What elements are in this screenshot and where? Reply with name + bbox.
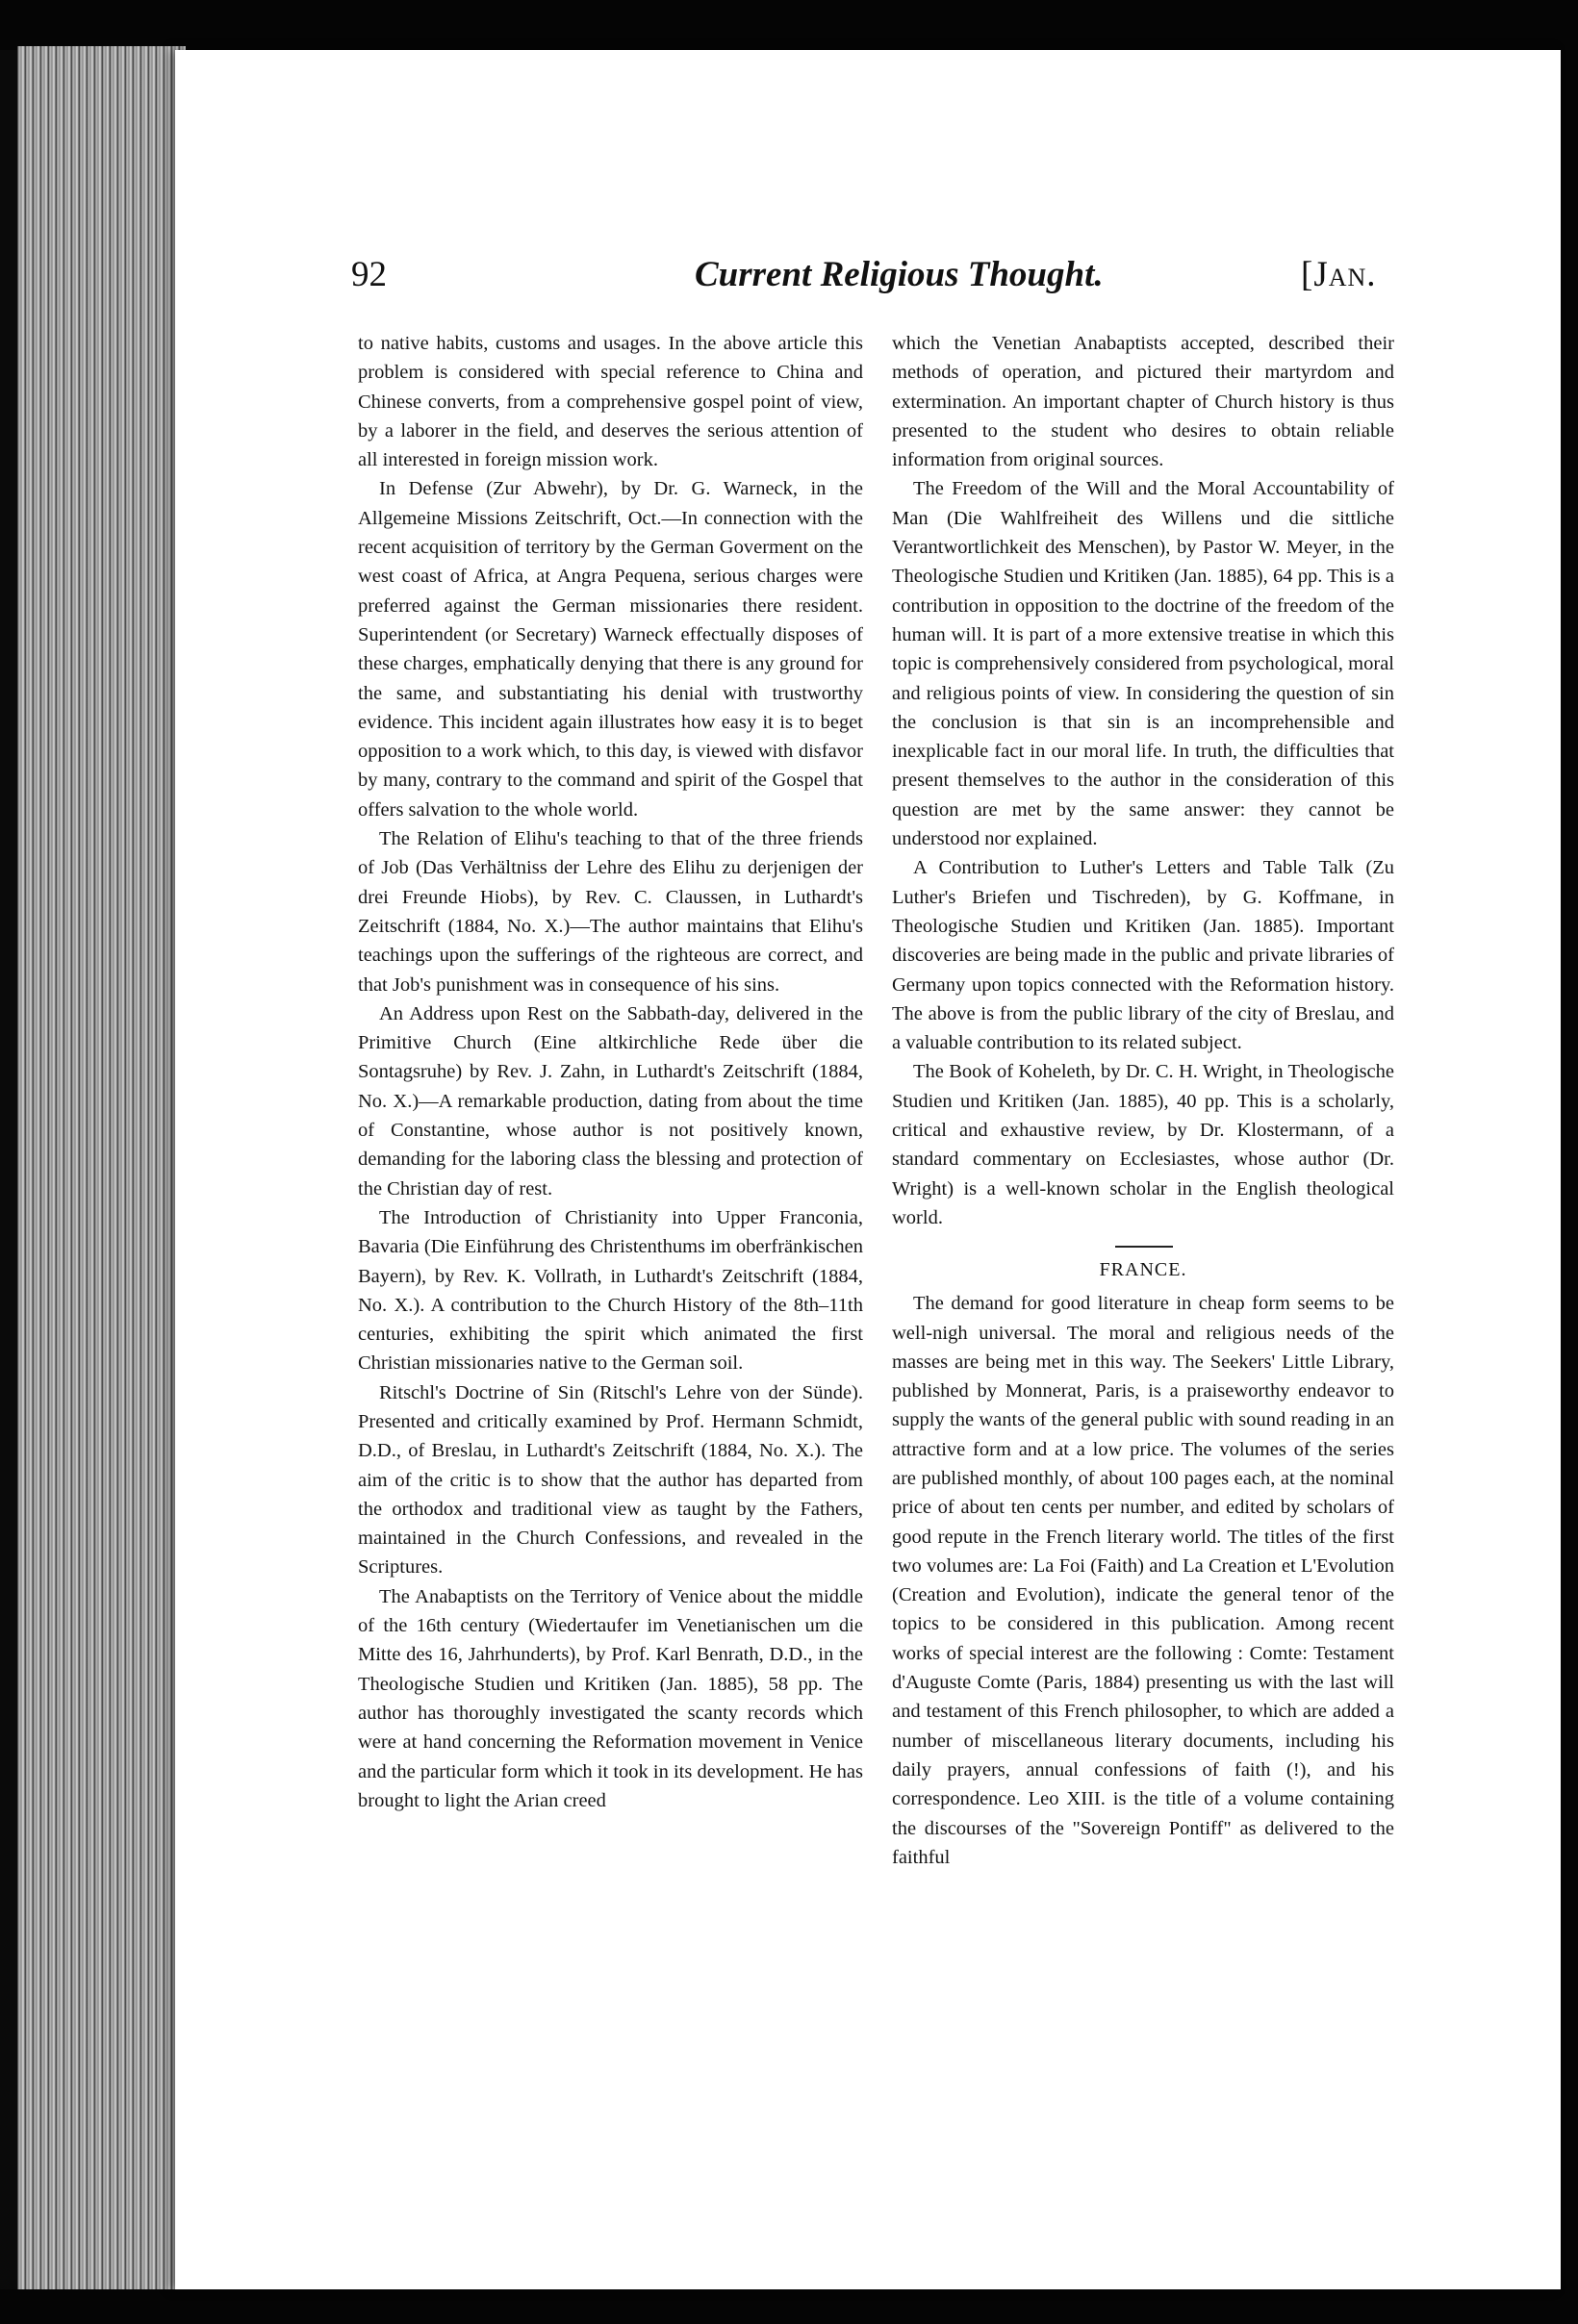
paragraph: Ritschl's Doctrine of Sin (Ritschl's Lehre von der Sünde). Presented and critically examined by Prof. Hermann Schmidt, D.D., of Breslau, in Luthardt's Zeitschrift (1884, No. X.). The aim of the critic is to show that the author has departed from the orthodox and traditional view as taught by the Fathers, maintained in the Church Confessions, and revealed in the Scriptures. <box>358 1381 863 1579</box>
book-page-edges <box>17 46 186 2289</box>
paragraph: The Book of Koheleth, by Dr. C. H. Wright, in Theologische Studien und Kritiken (Jan. 1885), 40 pp. This is a scholarly, critical and exhaustive review, by Dr. Klostermann, of a standard commentary on Ecclesiastes, whose author (Dr. Wright) is a well-known scholar in the English theological world. <box>892 1061 1394 1228</box>
running-title: Current Religious Thought. <box>695 255 1104 294</box>
right-column <box>892 329 1578 1872</box>
paragraph: which the Venetian Anabaptists accepted, described their methods of operation, and pictured their martyrdom and extermination. An important chapter of Church history is thus presented to the student who desires to obtain reliable information from original sources. <box>892 333 1394 471</box>
header-month: [Jan. <box>1301 255 1377 294</box>
paragraph: A Contribution to Luther's Letters and Table Talk (Zu Luther's Briefen und Tischreden), by G. Koffmane, in Theologische Studien und Kritiken (Jan. 1885). Important discoveries are being made in the public and private libraries of Germany upon topics connected with the Reformation history. The above is from the public library of the city of Breslau, and a valuable contribution to its related subject. <box>892 857 1394 1054</box>
paragraph: In Defense (Zur Abwehr), by Dr. G. Warneck, in the Allgemeine Missions Zeitschrift, Oct.—In connection with the recent acquisition of territory by the German Goverment on the west coast of Africa, at Angra Pequena, serious charges were preferred against the German missionaries there resident. Superintendent (or Secretary) Warneck effectually disposes of these charges, emphatically denying that there is any ground for the same, and substantiating his denial with trustworthy evidence. This incident again illustrates how easy it is to beget opposition to a work which, to this day, is viewed with disfavor by many, contrary to the command and spirit of the Gospel that offers salvation to the whole world. <box>358 478 863 821</box>
page-number: 92 <box>351 255 387 294</box>
book-page <box>175 50 1561 2289</box>
scan-bottom-border <box>0 2289 1578 2324</box>
paragraph: The Relation of Elihu's teaching to that of the three friends of Job (Das Verhältniss der Lehre des Elihu zu derjenigen der drei Freunde Hiobs), by Rev. C. Claussen, in Luthardt's Zeitschrift (1884, No. X.)—The author maintains that Elihu's teachings upon the sufferings of the righteous are correct, and that Job's punishment was in consequence of his sins. <box>358 828 863 996</box>
paragraph: The Anabaptists on the Territory of Venice about the middle of the 16th century (Wiedertaufer im Venetianischen um die Mitte des 16, Jahrhunderts), by Prof. Karl Benrath, D.D., in the Theologische Studien und Kritiken (Jan. 1885), 58 pp. The author has thoroughly investigated the scanty records which were at hand concerning the Reformation movement in Venice and the particular form which it took in its development. He has brought to light the Arian creed <box>358 1585 863 1811</box>
paragraph: An Address upon Rest on the Sabbath-day, delivered in the Primitive Church (Eine altkirchliche Rede über die Sontagsruhe) by Rev. J. Zahn, in Luthardt's Zeitschrift (1884, No. X.)—A remarkable production, dating from about the time of Constantine, whose author is not positively known, demanding for the laboring class the blessing and protection of the Christian day of rest. <box>358 1002 863 1200</box>
paragraph: to native habits, customs and usages. In the above article this problem is considered with special reference to China and Chinese converts, from a comprehensive gospel point of view, by a laborer in the field, and deserves the serious attention of all interested in foreign mission work. <box>358 333 863 471</box>
running-header <box>175 254 1561 312</box>
scan-top-border <box>0 0 1578 50</box>
paragraph: The demand for good literature in cheap form seems to be well-nigh universal. The moral and religious needs of the masses are being met in this way. The Seekers' Little Library, published by Monnerat, Paris, is a praiseworthy endeavor to supply the wants of the general public with sound reading in an attractive form and at a low price. The volumes of the series are published monthly, of about 100 pages each, at the nominal price of about ten cents per number, and edited by scholars of good repute in the French literary world. The titles of the first two volumes are: La Foi (Faith) and La Creation et L'Evolution (Creation and Evolution), indicate the general tenor of the topics to be considered in this publication. Among recent works of special interest are the following : Comte: Testament d'Auguste Comte (Paris, 1884) presenting us with the last will and testament of this French philosopher, to which are added a number of miscellaneous literary documents, including his daily prayers, annual confessions of faith (!), and his correspondence. Leo XIII. is the title of a volume containing the discourses of the "Sovereign Pontiff" as delivered to the faithful <box>892 1293 1394 1868</box>
section-divider <box>1115 1246 1173 1248</box>
section-heading: FRANCE. <box>1099 1259 1187 1281</box>
paragraph: The Freedom of the Will and the Moral Accountability of Man (Die Wahlfreiheit des Willens und die sittliche Verantwortlichkeit des Menschen), by Pastor W. Meyer, in the Theologische Studien und Kritiken (Jan. 1885), 64 pp. This is a contribution in opposition to the doctrine of the freedom of the human will. It is part of a more extensive treatise in which this topic is comprehensively considered from psychological, moral and religious points of view. In considering the question of sin the conclusion is that sin is an incomprehensible and inexplicable fact in our moral life. In truth, the difficulties that present themselves to the author in the consideration of this question are met by the same answer: they cannot be understood nor explained. <box>892 478 1394 850</box>
paragraph: The Introduction of Christianity into Upper Franconia, Bavaria (Die Einführung des Christenthums im oberfränkischen Bayern), by Rev. K. Vollrath, in Luthardt's Zeitschrift (1884, No. X.). A contribution to the Church History of the 8th–11th centuries, exhibiting the spirit which animated the first Christian missionaries native to the German soil. <box>358 1206 863 1375</box>
